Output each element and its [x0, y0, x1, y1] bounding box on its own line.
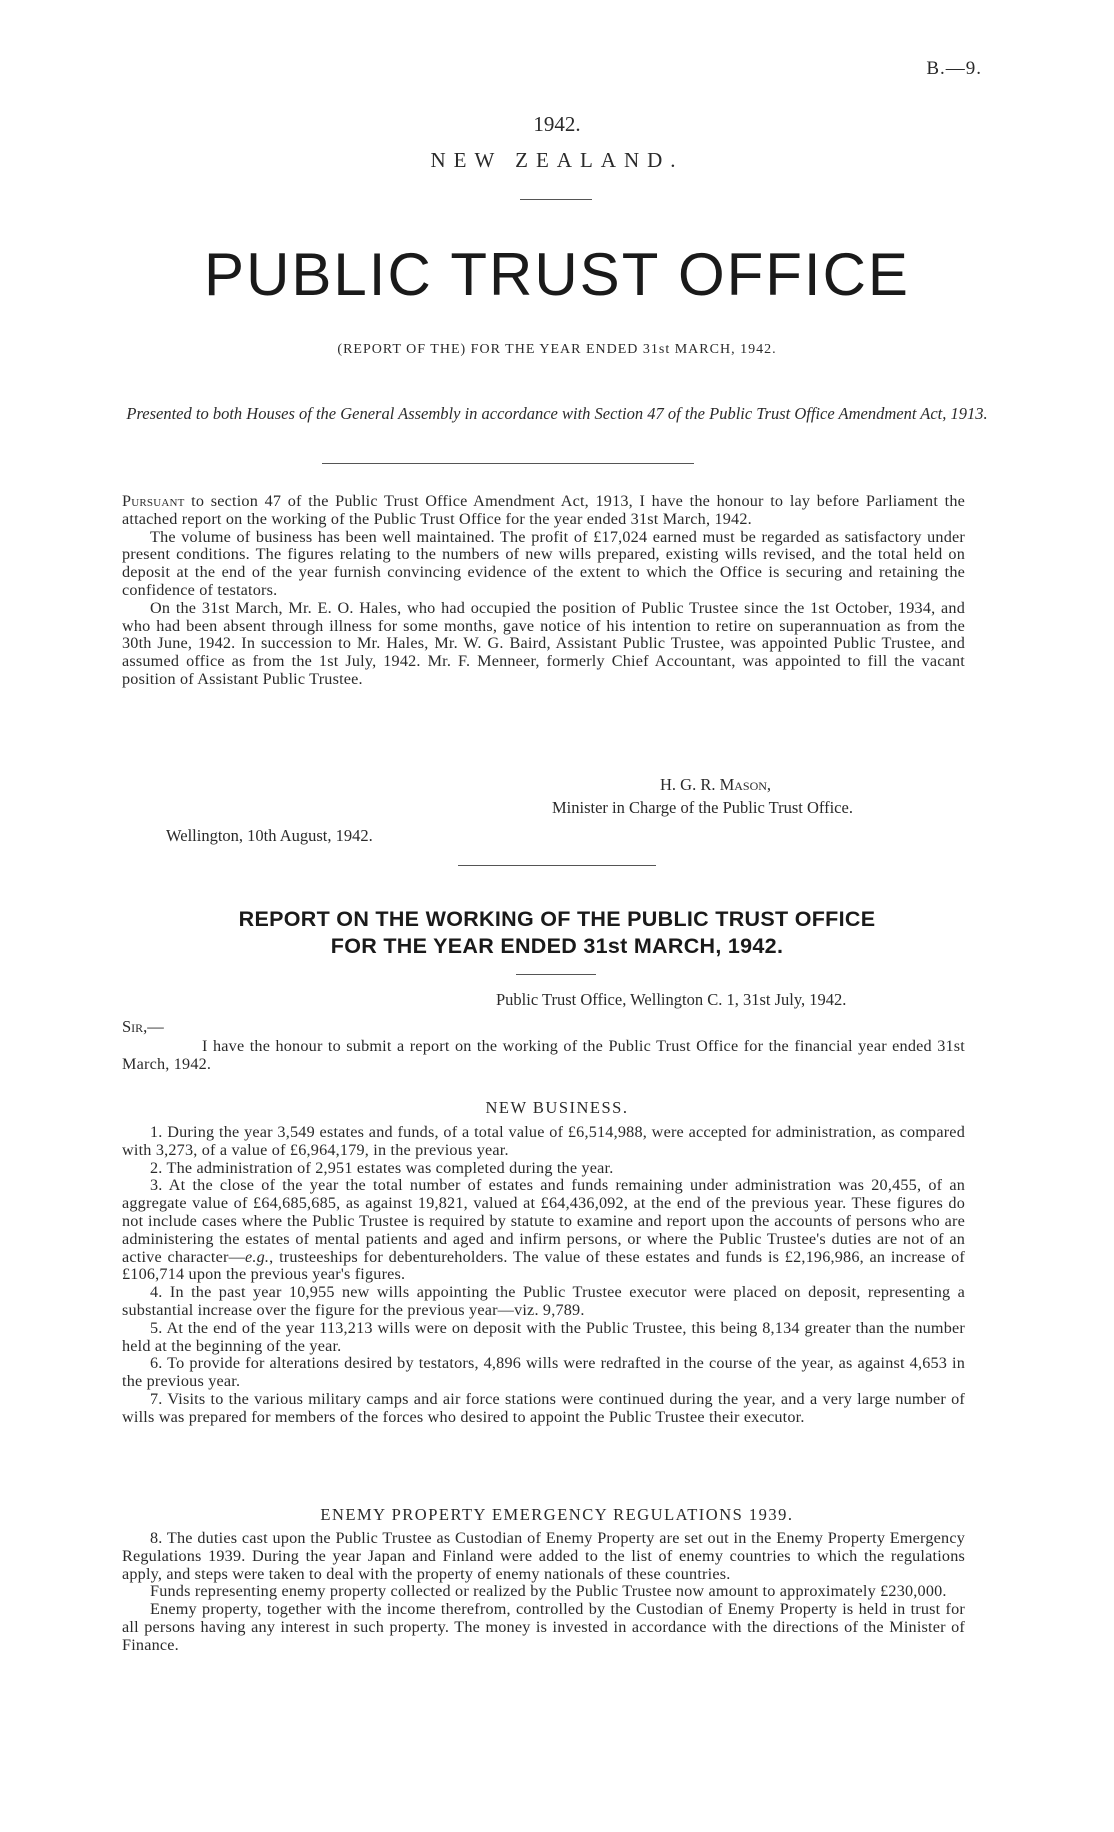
report-title [0, 906, 1114, 960]
document-title: PUBLIC TRUST OFFICE [204, 241, 910, 308]
salutation: Sir,— [122, 1017, 164, 1036]
place-date: Wellington, 10th August, 1942. [166, 826, 373, 845]
report-paragraph: 3. At the close of the year the total number of estates and funds remaining under administration was 20,455, of an aggregate value of £64,685,685, as against 19,821, valued at £64,436,092, at the end of the previous year. These figures do not include cases where the Public Trustee is required by statute to examine and report upon the accounts of persons who are administering the estates of mental patients and aged and infirm persons, or where the Public Trustee's duties are not of an active character—e.g., trusteeships for debentureholders. The value of these estates and funds is £2,196,986, an increase of £106,714 upon the previous year's figures. [122, 1176, 966, 1284]
report-title-line: FOR THE YEAR ENDED 31st MARCH, 1942. [330, 934, 784, 958]
page-code: B.—9. [926, 58, 982, 79]
paragraph-text: to section 47 of the Public Trust Office Amendment Act, 1913, I have the honour to lay before Parliament the attached report on the working of the Public Trust Office for the year ended 31st March, 1942. [122, 492, 965, 528]
signatory: H. G. R. Mason, [660, 775, 772, 794]
country: NEW ZEALAND. [430, 148, 684, 172]
report-address: Public Trust Office, Wellington C. 1, 31st July, 1942. [496, 990, 847, 1009]
letter-paragraph [122, 493, 965, 529]
document-subtitle: (REPORT OF THE) FOR THE YEAR ENDED 31st MARCH, 1942. [337, 342, 777, 357]
section-heading-enemy-property: ENEMY PROPERTY EMERGENCY REGULATIONS 1939. [320, 1505, 794, 1524]
section-heading-new-business: NEW BUSINESS. [485, 1098, 629, 1117]
report-paragraph: 6. To provide for alterations desired by testators, 4,896 wills were redrafted in the course of the year, as against 4,653 in the previous year. [122, 1354, 965, 1391]
letter-paragraph: On the 31st March, Mr. E. O. Hales, who had occupied the position of Public Trustee since the 1st October, 1934, and who had been absent through illness for some months, gave notice of his intention to retire on superannuation as from the 30th June, 1942. In succession to Mr. Hales, Mr. W. G. Baird, Assistant Public Trustee, was appointed Public Trustee, and assumed office as from the 1st July, 1942. Mr. F. Menneer, formerly Chief Accountant, was appointed to fill the vacant position of Assistant Public Trustee. [122, 598, 965, 688]
report-paragraph: 7. Visits to the various military camps and air force stations were continued during the year, and a very large number of wills was prepared for members of the forces who desired to appoint the Public Trustee their executor. [122, 1389, 965, 1426]
divider [458, 865, 656, 866]
divider [516, 974, 596, 975]
report-paragraph: 8. The duties cast upon the Public Trustee as Custodian of Enemy Property are set out in the Enemy Property Emergency Regulations 1939. During the year Japan and Finland were added to the list of enemy countries to which the regulations apply, and steps were taken to deal with the property of enemy nationals of these countries. [122, 1529, 965, 1583]
report-intro [122, 1038, 965, 1074]
letter-paragraph: The volume of business has been well maintained. The profit of £17,024 earned must be regarded as satisfactory under present conditions. The figures relating to the numbers of new wills prepared, existing wills revised, and the total held on deposit at the end of the year furnish convincing evidence of the extent to which the Office is securing and retaining the confidence of testators. [122, 527, 965, 599]
new-business-section [122, 1124, 965, 1427]
lead-word: Pursuant [122, 492, 185, 510]
minister-letter [122, 493, 965, 689]
report-paragraph: Funds representing enemy property collected or realized by the Public Trustee now amount to approximately £230,000. [150, 1582, 947, 1601]
report-paragraph: 1. During the year 3,549 estates and funds, of a total value of £6,514,988, were accepted for administration, as compared with 3,273, of a value of £6,964,179, in the previous year. [122, 1123, 965, 1159]
intro-paragraph: I have the honour to submit a report on the working of the Public Trust Office for the financial year ended 31st March, 1942. [122, 1037, 965, 1073]
enemy-property-section [122, 1530, 965, 1655]
signatory-title: Minister in Charge of the Public Trust Office. [552, 798, 853, 817]
divider [322, 463, 694, 464]
year: 1942. [533, 112, 581, 136]
report-paragraph: 2. The administration of 2,951 estates was completed during the year. [150, 1158, 614, 1177]
report-paragraph: 4. In the past year 10,955 new wills appointing the Public Trustee executor were placed on deposit, representing a substantial increase over the figure for the previous year—viz. 9,789. [122, 1283, 965, 1319]
report-title-line: REPORT ON THE WORKING OF THE PUBLIC TRUST OFFICE [238, 907, 876, 931]
report-paragraph: Enemy property, together with the income therefrom, controlled by the Custodian of Enemy Property is held in trust for all persons having any interest in such property. The money is invested in accordance with the directions of the Minister of Finance. [122, 1600, 965, 1654]
divider [520, 199, 592, 200]
report-paragraph: 5. At the end of the year 113,213 wills were on deposit with the Public Trustee, this being 8,134 greater than the number held at the beginning of the year. [122, 1318, 965, 1355]
presentation-note: Presented to both Houses of the General Assembly in accordance with Section 47 of the Public Trust Office Amendment Act, 1913. [126, 404, 988, 423]
